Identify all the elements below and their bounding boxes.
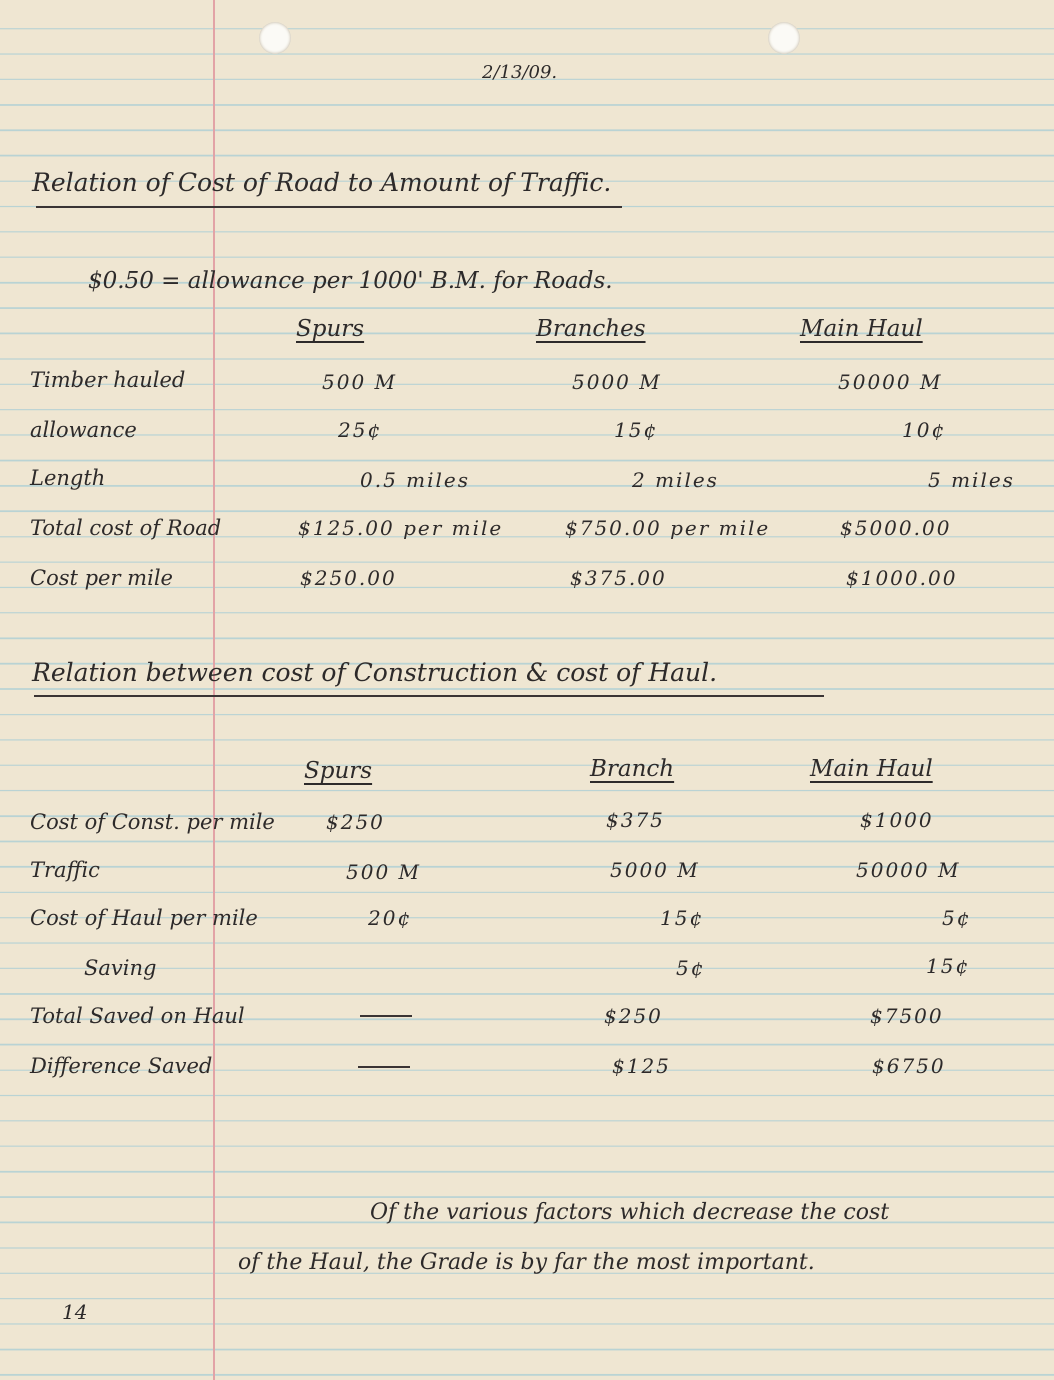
s2-cell: $250 [326, 810, 385, 834]
s1-cell: $1000.00 [846, 566, 958, 590]
s1-header-branches: Branches [536, 316, 646, 342]
s2-label-const-cost: Cost of Const. per mile [30, 810, 275, 834]
s1-label-timber: Timber hauled [30, 368, 186, 392]
s1-label-allowance: allowance [30, 418, 137, 442]
s2-cell: 500 M [346, 860, 422, 884]
conclusion-line-2: of the Haul, the Grade is by far the most important. [238, 1250, 815, 1275]
section1-title: Relation of Cost of Road to Amount of Traffic. [32, 168, 612, 197]
s1-cell: $250.00 [300, 566, 397, 590]
s1-cell: $375.00 [570, 566, 667, 590]
binder-hole-left [259, 22, 291, 54]
s2-cell: $6750 [872, 1054, 946, 1078]
s1-cell: 5000 M [572, 370, 662, 394]
s2-label-haul-cost: Cost of Haul per mile [30, 906, 258, 930]
conclusion-line-1: Of the various factors which decrease the cost [370, 1200, 890, 1225]
s2-header-branch: Branch [590, 756, 675, 782]
section2-title-underline [34, 695, 824, 697]
s1-cell: $125.00 per mile [298, 516, 504, 540]
s1-cell: 10¢ [902, 418, 947, 442]
s2-cell: $125 [612, 1054, 671, 1078]
allowance-line: $0.50 = allowance per 1000' B.M. for Roads. [88, 268, 613, 294]
s2-cell: 5¢ [676, 956, 706, 980]
s2-cell: 5¢ [942, 906, 972, 930]
s1-cell: $5000.00 [840, 516, 952, 540]
s2-cell: $1000 [860, 808, 934, 832]
s1-cell: 25¢ [338, 418, 383, 442]
s2-header-spurs: Spurs [304, 758, 373, 784]
s1-header-spurs: Spurs [296, 316, 365, 342]
page-number: 14 [62, 1300, 88, 1324]
s2-dash [360, 1015, 412, 1017]
s2-cell: 15¢ [926, 954, 971, 978]
s2-label-difference: Difference Saved [30, 1054, 213, 1078]
s2-cell: $250 [604, 1004, 663, 1028]
page-date: 2/13/09. [482, 62, 558, 83]
s1-cell: 15¢ [614, 418, 659, 442]
s2-cell: 15¢ [660, 906, 705, 930]
s1-header-main-haul: Main Haul [800, 316, 923, 342]
s2-cell: 50000 M [856, 858, 961, 882]
s1-cell: $750.00 per mile [565, 516, 771, 540]
s2-cell: $375 [606, 808, 665, 832]
s1-cell: 50000 M [838, 370, 943, 394]
s1-cell: 0.5 miles [360, 468, 471, 492]
s2-label-total-saved: Total Saved on Haul [30, 1004, 245, 1028]
section1-title-underline [36, 206, 622, 208]
s1-label-total-cost: Total cost of Road [30, 516, 222, 540]
s1-cell: 2 miles [632, 468, 719, 492]
s2-label-traffic: Traffic [30, 858, 100, 882]
section2-title: Relation between cost of Construction & cost of Haul. [32, 658, 718, 687]
s2-cell: 5000 M [610, 858, 700, 882]
s1-cell: 500 M [322, 370, 398, 394]
s2-header-main-haul: Main Haul [810, 756, 933, 782]
s2-cell: 20¢ [368, 906, 413, 930]
s2-dash [358, 1066, 410, 1068]
binder-hole-right [768, 22, 800, 54]
s1-cell: 5 miles [928, 468, 1015, 492]
s1-label-cost-per-mile: Cost per mile [30, 566, 173, 590]
s2-label-saving: Saving [84, 956, 157, 980]
s2-cell: $7500 [870, 1004, 944, 1028]
s1-label-length: Length [30, 466, 106, 490]
